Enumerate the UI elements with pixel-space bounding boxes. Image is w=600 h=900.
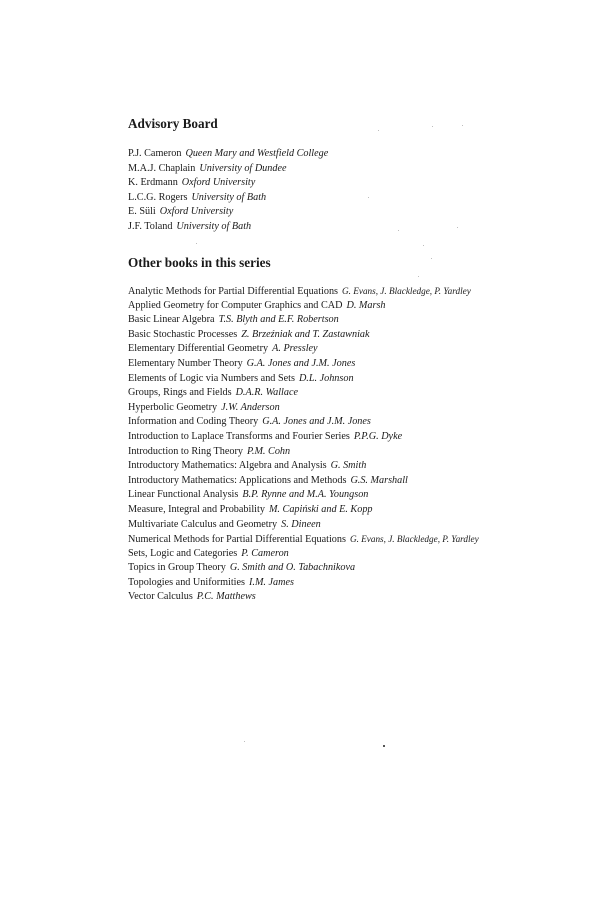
book-title: Introductory Mathematics: Algebra and Analysis [128, 460, 327, 472]
book-title: Linear Functional Analysis [128, 489, 239, 501]
book-authors: T.S. Blyth and E.F. Robertson [218, 314, 339, 326]
book-title: Basic Stochastic Processes [128, 328, 238, 340]
book-authors: M. Capiński and E. Kopp [268, 503, 373, 515]
book-authors: J.W. Anderson [221, 401, 280, 413]
book-title: Topics in Group Theory [128, 562, 226, 574]
scan-speck [383, 745, 385, 747]
advisory-board-heading: Advisory Board [128, 116, 218, 131]
member-affiliation: University of Dundee [199, 162, 287, 174]
list-item [128, 357, 479, 372]
book-authors: G.A. Jones and J.M. Jones [246, 357, 356, 369]
series-book-list [128, 284, 479, 605]
list-item [128, 532, 479, 547]
book-authors: B.P. Rynne and M.A. Youngson [242, 489, 369, 501]
list-item [128, 284, 479, 299]
list-item [128, 191, 328, 206]
scan-speck [431, 258, 432, 259]
advisory-board-list [128, 147, 328, 235]
series-heading: Other books in this series [128, 255, 271, 270]
book-title: Vector Calculus [128, 591, 193, 603]
list-item [128, 220, 328, 235]
member-affiliation: Oxford University [159, 206, 234, 218]
scan-speck [196, 243, 197, 244]
list-item [128, 547, 479, 562]
book-authors: P.C. Matthews [196, 591, 256, 603]
list-item [128, 205, 328, 220]
book-authors: P.M. Cohn [246, 445, 291, 457]
scan-speck [423, 245, 424, 246]
scan-speck [418, 276, 419, 277]
list-item [128, 401, 479, 416]
book-authors: P. Cameron [241, 547, 289, 559]
book-title: Topologies and Uniformities [128, 576, 245, 588]
book-title: Elementary Differential Geometry [128, 343, 269, 355]
book-title: Basic Linear Algebra [128, 314, 215, 326]
scan-speck [398, 230, 399, 231]
member-affiliation: University of Bath [191, 191, 267, 203]
list-item [128, 372, 479, 387]
book-title: Introduction to Laplace Transforms and Fourier Series [128, 430, 350, 442]
list-item [128, 488, 479, 503]
book-authors: S. Dineen [281, 518, 321, 530]
book-title: Elementary Number Theory [128, 357, 243, 369]
member-affiliation: Queen Mary and Westfield College [185, 148, 329, 159]
book-title: Numerical Methods for Partial Differential Equations [128, 534, 346, 546]
member-name: M.A.J. Chaplain [128, 162, 196, 174]
book-authors: I.M. James [249, 576, 294, 588]
book-authors: G. Evans, J. Blackledge, P. Yardley [349, 534, 479, 545]
book-authors: D.L. Johnson [298, 372, 354, 384]
list-item [128, 342, 479, 357]
list-item [128, 313, 479, 328]
scan-speck [244, 741, 245, 742]
book-authors: G.S. Marshall [350, 474, 408, 486]
list-item [128, 445, 479, 460]
book-authors: A. Pressley [272, 343, 318, 355]
scan-speck [457, 227, 458, 228]
list-item [128, 162, 328, 177]
member-affiliation: Oxford University [181, 177, 256, 189]
list-item [128, 518, 479, 533]
member-affiliation: University of Bath [176, 220, 252, 232]
scan-speck [432, 126, 433, 127]
scan-speck [368, 197, 369, 198]
book-title: Multivariate Calculus and Geometry [128, 518, 278, 530]
book-title: Information and Coding Theory [128, 416, 259, 428]
book-title: Introduction to Ring Theory [128, 445, 243, 457]
list-item [128, 176, 328, 191]
book-authors: G. Smith [330, 460, 367, 472]
book-authors: D. Marsh [346, 299, 386, 311]
list-item [128, 459, 479, 474]
list-item [128, 147, 328, 162]
member-name: J.F. Toland [128, 220, 173, 232]
list-item [128, 415, 479, 430]
list-item [128, 474, 479, 489]
list-item [128, 503, 479, 518]
book-title: Groups, Rings and Fields [128, 387, 232, 399]
list-item [128, 386, 479, 401]
list-item [128, 561, 479, 576]
member-name: K. Erdmann [128, 177, 178, 189]
book-authors: D.A.R. Wallace [235, 387, 299, 399]
list-item [128, 328, 479, 343]
book-title: Measure, Integral and Probability [128, 503, 265, 515]
list-item [128, 576, 479, 591]
member-name: L.C.G. Rogers [128, 191, 188, 203]
book-authors: G. Smith and O. Tabachnikova [229, 562, 356, 574]
scan-speck [378, 130, 379, 131]
book-authors: G. Evans, J. Blackledge, P. Yardley [342, 286, 471, 296]
book-authors: G.A. Jones and J.M. Jones [262, 416, 371, 428]
book-title: Analytic Methods for Partial Differential Equations [128, 286, 339, 297]
book-title: Sets, Logic and Categories [128, 547, 238, 559]
member-name: P.J. Cameron [128, 148, 182, 159]
book-title: Applied Geometry for Computer Graphics and CAD [128, 299, 343, 311]
book-authors: P.P.G. Dyke [353, 430, 403, 442]
book-title: Introductory Mathematics: Applications and Methods [128, 474, 347, 486]
book-authors: Z. Brzeźniak and T. Zastawniak [241, 328, 370, 340]
list-item [128, 590, 479, 605]
book-title: Hyperbolic Geometry [128, 401, 218, 413]
book-title: Elements of Logic via Numbers and Sets [128, 372, 295, 384]
scan-speck [462, 125, 463, 126]
list-item [128, 299, 479, 314]
member-name: E. Süli [128, 206, 156, 218]
list-item [128, 430, 479, 445]
